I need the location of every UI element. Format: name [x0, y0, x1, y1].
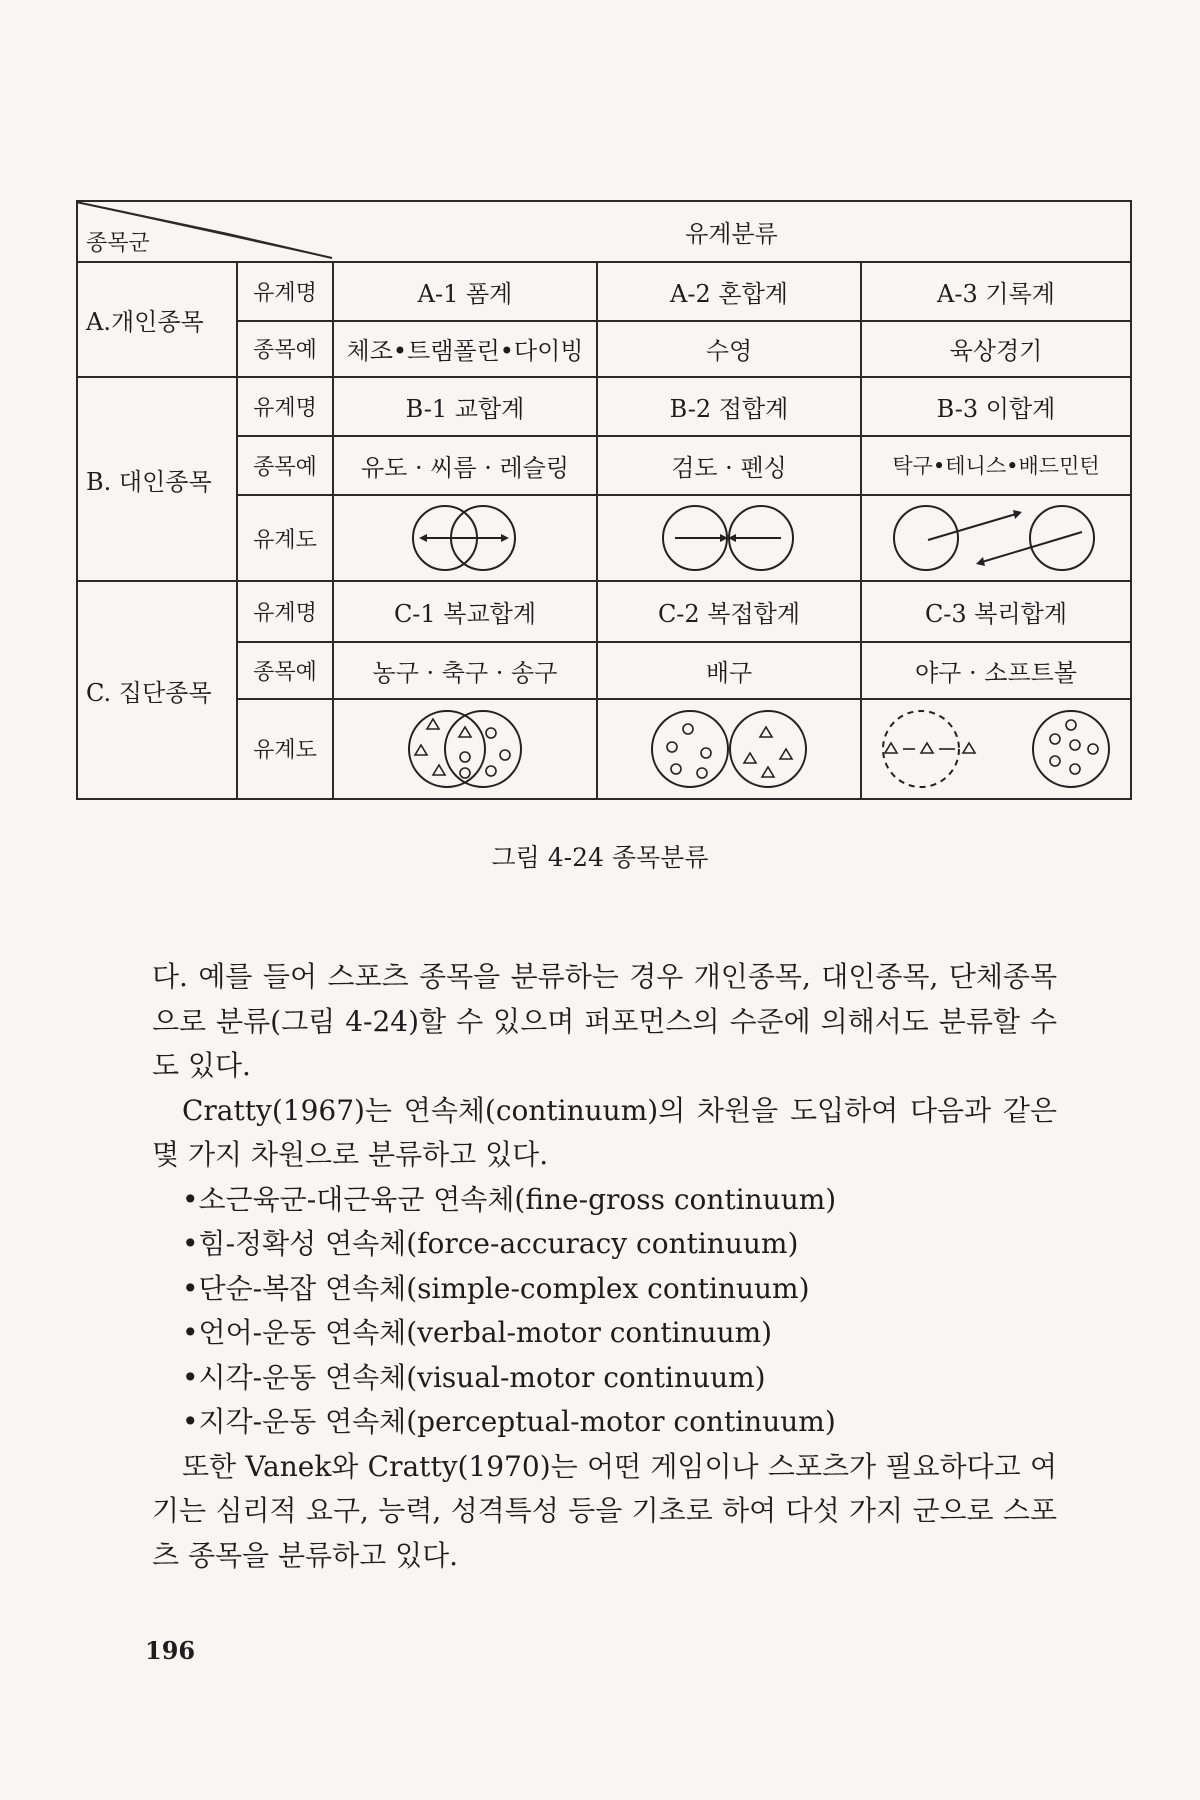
table-cell: A-3 기록계: [861, 262, 1131, 321]
row-label: 종목예: [237, 642, 333, 699]
paragraph: Cratty(1967)는 연속체(continuum)의 차원을 도입하여 다음과 같은 몇 가지 차원으로 분류하고 있다.: [152, 1093, 1057, 1171]
table-cell: 배구: [597, 642, 861, 699]
list-item: •지각-운동 연속체(perceptual-motor continuum): [182, 1405, 836, 1438]
classification-table-wrapper: [76, 200, 1130, 800]
list-item: •단순-복잡 연속체(simple-complex continuum): [182, 1271, 810, 1305]
row-label: 유계명: [237, 377, 333, 436]
list-item: •언어-운동 연속체(verbal-motor continuum): [182, 1316, 773, 1349]
diagram-b2-touching-circles: [597, 495, 861, 582]
table-cell: 탁구•테니스•배드민턴: [861, 436, 1131, 495]
table-cell: 유도 · 씨름 · 레슬링: [333, 436, 597, 495]
table-cell: 검도 · 펜싱: [597, 436, 861, 495]
table-cell: 야구 · 소프트볼: [861, 642, 1131, 699]
table-cell: C-3 복리합계: [861, 581, 1131, 642]
diagram-b3-separate-circles: [861, 495, 1131, 582]
group-name: B. 대인종목: [77, 377, 237, 581]
corner-label: 종목군: [86, 230, 150, 256]
list-item: •소근육군-대근육군 연속체(fine-gross continuum): [182, 1182, 837, 1216]
table-cell: 체조•트램폴린•다이빙: [333, 321, 597, 378]
group-name: C. 집단종목: [77, 581, 237, 799]
classification-table: [76, 200, 1132, 800]
table-header-title: 유계분류: [333, 201, 1131, 262]
table-cell: B-1 교합계: [333, 377, 597, 436]
paragraph: 다. 예를 들어 스포츠 종목을 분류하는 경우 개인종목, 대인종목, 단체종목으로 분류(그림 4-24)할 수 있으며 퍼포먼스의 수준에 의해서도 분류할 수도 있다.: [152, 960, 1057, 1082]
table-cell: 수영: [597, 321, 861, 378]
row-label: 유계명: [237, 581, 333, 642]
group-name: A.개인종목: [77, 262, 237, 377]
table-cell: C-2 복접합계: [597, 581, 861, 642]
table-cell: A-2 혼합계: [597, 262, 861, 321]
continuum-list: [152, 1178, 1057, 1445]
table-cell: B-3 이합계: [861, 377, 1131, 436]
list-item: •힘-정확성 연속체(force-accuracy continuum): [182, 1227, 799, 1260]
diagram-c1-overlapping-team-circles: [333, 699, 597, 799]
diagram-c2-touching-team-circles: [597, 699, 861, 799]
header-diagonal-line: [76, 200, 376, 260]
table-cell: 육상경기: [861, 321, 1131, 378]
row-label: 종목예: [237, 436, 333, 495]
table-cell: A-1 폼계: [333, 262, 597, 321]
row-label: 유계명: [237, 262, 333, 321]
page-number: 196: [145, 1636, 196, 1665]
row-label: 종목예: [237, 321, 333, 378]
row-label: 유계도: [237, 495, 333, 582]
list-item: •시각-운동 연속체(visual-motor continuum): [182, 1360, 766, 1394]
figure-caption: 그림 4-24 종목분류: [491, 843, 709, 872]
row-label: 유계도: [237, 699, 333, 799]
table-cell: B-2 접합계: [597, 377, 861, 436]
diagram-b1-overlapping-circles: [333, 495, 597, 582]
table-cell: 농구 · 축구 · 송구: [333, 642, 597, 699]
diagram-c3-separate-team-circles: [861, 699, 1131, 799]
paragraph: 또한 Vanek와 Cratty(1970)는 어떤 게임이나 스포츠가 필요하다고 여기는 심리적 요구, 능력, 성격특성 등을 기초로 하여 다섯 가지 군으로 스포츠 종목을 분류하고 있다.: [152, 1449, 1057, 1572]
table-cell: C-1 복교합계: [333, 581, 597, 642]
body-text: [152, 955, 1057, 1578]
